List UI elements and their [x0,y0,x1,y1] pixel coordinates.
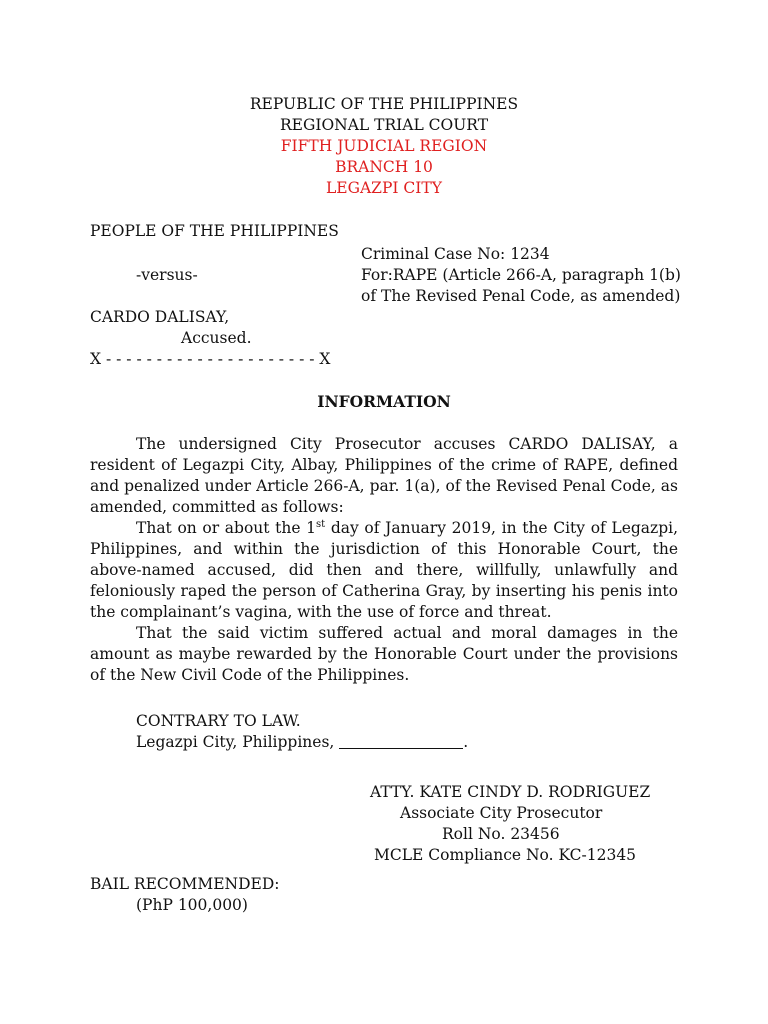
place-period: . [463,733,469,751]
bail-label: BAIL RECOMMENDED: [90,875,280,893]
paragraph-accusation: The undersigned City Prosecutor accuses CARDO DALISAY, a resident of Legazpi City, Albay, Philippines of the crime of RAPE, defined and penalized under Article 266-A, par. 1(a), of the Revised Penal Code, as amended, committed as follows: [90,435,678,516]
facts-text-b: day of January 2019, in the City of Legazpi, Philippines, and within the jurisdiction of this Honorable Court, the above-named accused, did then and there, willfully, unlawfully and feloniously raped the person of Catherina Gray, by inserting his penis into the complainant’s vagina, with the use of force and threat. [90,519,679,621]
facts-text-a: That on or about the 1 [136,519,317,537]
plaintiff-name: PEOPLE OF THE PHILIPPINES [90,222,339,240]
document-title: INFORMATION [317,392,451,411]
body-text [90,434,678,686]
versus-label: -versus- [136,266,198,284]
place-text: Legazpi City, Philippines, [136,733,340,751]
header-court: REGIONAL TRIAL COURT [279,116,489,134]
header-branch: BRANCH 10 [335,158,433,176]
prosecutor-position: Associate City Prosecutor [400,804,603,822]
header-city: LEGAZPI CITY [326,179,442,197]
caption-separator: X - - - - - - - - - - - - - - - - - - - - - X [90,350,331,368]
header-region: FIFTH JUDICIAL REGION [280,137,488,155]
header-republic: REPUBLIC OF THE PHILIPPINES [249,95,519,113]
ordinal-suffix: st [316,519,326,530]
paragraph-facts [90,518,678,623]
accused-name: CARDO DALISAY, [90,308,230,326]
bail-amount: (PhP 100,000) [136,896,248,914]
date-blank [339,734,463,749]
charge-line-1: For:RAPE (Article 266-A, paragraph 1(b) [361,266,681,284]
accused-label: Accused. [181,329,252,347]
charge-line-2: of The Revised Penal Code, as amended) [361,287,681,305]
prosecutor-name: ATTY. KATE CINDY D. RODRIGUEZ [370,783,651,801]
case-number: Criminal Case No: 1234 [361,245,550,263]
place-date-line [136,732,468,753]
mcle-number: MCLE Compliance No. KC-12345 [374,846,637,864]
paragraph-damages: That the said victim suffered actual and moral damages in the amount as maybe rewarded by the Honorable Court under the provisions of the New Civil Code of the Philippines. [90,624,678,684]
contrary-to-law: CONTRARY TO LAW. [136,712,301,730]
roll-number: Roll No. 23456 [442,825,560,843]
